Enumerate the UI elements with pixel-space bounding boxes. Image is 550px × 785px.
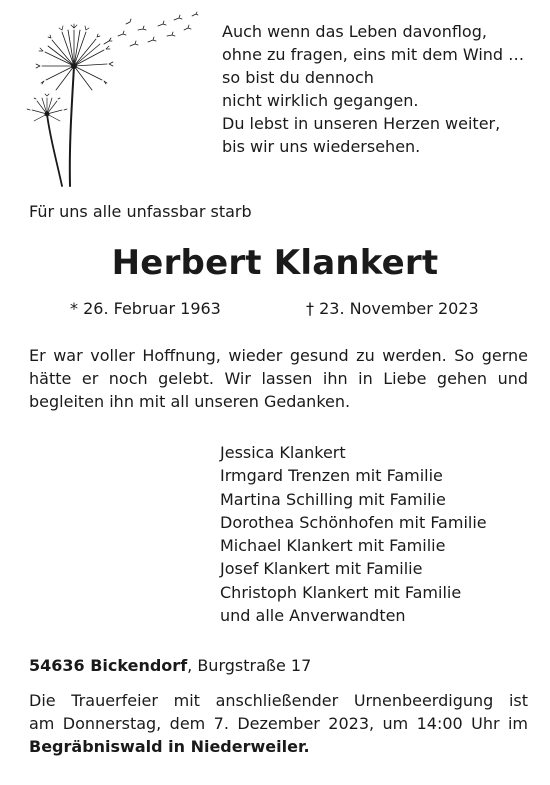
funeral-line: am Donnerstag, dem 7. Dezember 2023, um 14:00 Uhr im — [29, 714, 528, 733]
mourner-item: Christoph Klankert mit Familie — [220, 582, 462, 602]
death-date: † 23. November 2023 — [306, 299, 479, 318]
mourner-item: Irmgard Trenzen mit Familie — [220, 466, 443, 486]
tribute-line: begleiten ihn mit all unseren Gedanken. — [29, 392, 351, 411]
mourners-list — [220, 441, 487, 627]
mourner-item: Dorothea Schönhofen mit Familie — [220, 512, 487, 532]
mourner-item: Michael Klankert mit Familie — [220, 536, 446, 556]
address-city: 54636 Bickendorf — [29, 656, 188, 675]
poem-line: Auch wenn das Leben davonflog, — [222, 22, 487, 41]
poem-line: bis wir uns wiedersehen. — [222, 137, 421, 156]
poem-line: Du lebst in unseren Herzen weiter, — [222, 114, 501, 133]
address-street: , Burgstraße 17 — [187, 656, 312, 675]
funeral-line: Die Trauerfeier mit anschließender Urnenbeerdigung ist — [29, 691, 528, 710]
tribute-line: Er war voller Hoffnung, wieder gesund zu werden. So gerne — [29, 346, 528, 365]
mourner-item: Josef Klankert mit Familie — [220, 559, 423, 579]
poem-line: nicht wirklich gegangen. — [222, 91, 419, 110]
tribute-line: hätte er noch gelebt. Wir lassen ihn in Liebe gehen und — [29, 369, 528, 388]
birth-date: * 26. Februar 1963 — [70, 299, 221, 318]
deceased-name: Herbert Klankert — [111, 243, 439, 283]
intro-text: Für uns alle unfassbar starb — [29, 202, 252, 221]
poem — [222, 20, 542, 158]
dandelion-icon — [22, 8, 212, 188]
mourner-item: Martina Schilling mit Familie — [220, 489, 446, 509]
mourner-item: Jessica Klankert — [220, 443, 346, 462]
mourner-item: und alle Anverwandten — [220, 606, 406, 626]
poem-line: so bist du dennoch — [222, 68, 374, 87]
funeral-place: Begräbniswald in Niederweiler. — [29, 737, 310, 756]
poem-line: ohne zu fragen, eins mit dem Wind … — [222, 45, 525, 64]
funeral-info — [29, 689, 528, 758]
address — [29, 656, 311, 675]
tribute-text — [29, 344, 528, 413]
